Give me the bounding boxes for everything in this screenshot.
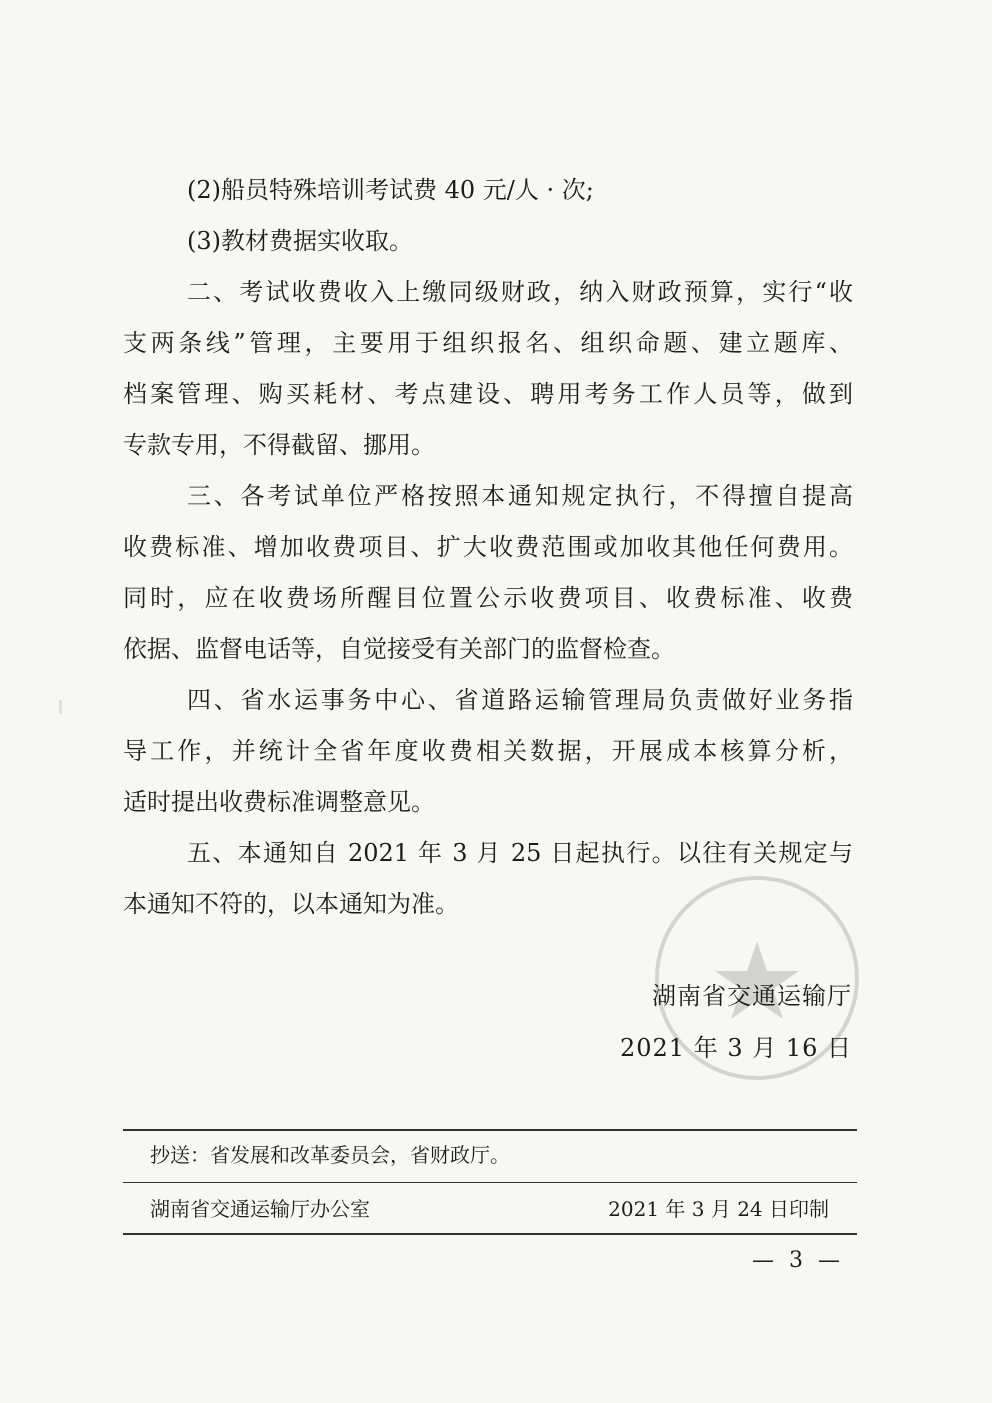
- paragraph-2-line-1: 二、考试收费收入上缴同级财政，纳入财政预算，实行“收: [187, 278, 853, 306]
- cc-recipients: 抄送：省发展和改革委员会，省财政厅。: [150, 1143, 510, 1167]
- issuing-organization: 湖南省交通运输厅: [652, 982, 853, 1010]
- scan-mark: [58, 700, 64, 714]
- paragraph-5-line-1: 五、本通知自 2021 年 3 月 25 日起执行。以往有关规定与: [187, 839, 853, 867]
- paragraph-2-line-2: 支两条线”管理，主要用于组织报名、组织命题、建立题库、: [123, 329, 853, 357]
- paragraph-3-line-1: 三、各考试单位严格按照本通知规定执行，不得擅自提高: [187, 482, 853, 510]
- paragraph-3-line-4: 依据、监督电话等，自觉接受有关部门的监督检查。: [123, 635, 675, 663]
- footer-middle-rule: [123, 1182, 857, 1183]
- paragraph-4-line-1: 四、省水运事务中心、省道路运输管理局负责做好业务指: [187, 686, 853, 714]
- issue-date: 2021 年 3 月 16 日: [620, 1034, 853, 1062]
- signature-block: [620, 982, 852, 1062]
- paragraph-3-line-2: 收费标准、增加收费项目、扩大收费范围或加收其他任何费用。: [123, 533, 853, 561]
- footer-top-rule: [123, 1129, 857, 1131]
- paragraph-4-line-3: 适时提出收费标准调整意见。: [123, 788, 435, 816]
- paragraph-3-line-3: 同时，应在收费场所醒目位置公示收费项目、收费标准、收费: [123, 584, 853, 612]
- fee-item-3: (3)教材费据实收取。: [187, 227, 413, 255]
- paragraph-5-line-2: 本通知不符的，以本通知为准。: [123, 890, 459, 918]
- page-number: — 3 —: [752, 1248, 844, 1273]
- print-date: 2021 年 3 月 24 日印制: [608, 1197, 829, 1221]
- document-body: [123, 178, 853, 943]
- paragraph-4-line-2: 导工作，并统计全省年度收费相关数据，开展成本核算分析，: [123, 737, 853, 765]
- paragraph-2-line-4: 专款专用，不得截留、挪用。: [123, 431, 435, 459]
- printing-office: 湖南省交通运输厅办公室: [150, 1197, 370, 1221]
- footer-bottom-rule: [123, 1233, 857, 1235]
- fee-item-2: (2)船员特殊培训考试费 40 元/人 · 次;: [187, 176, 594, 204]
- paragraph-2-line-3: 档案管理、购买耗材、考点建设、聘用考务工作人员等，做到: [123, 380, 853, 408]
